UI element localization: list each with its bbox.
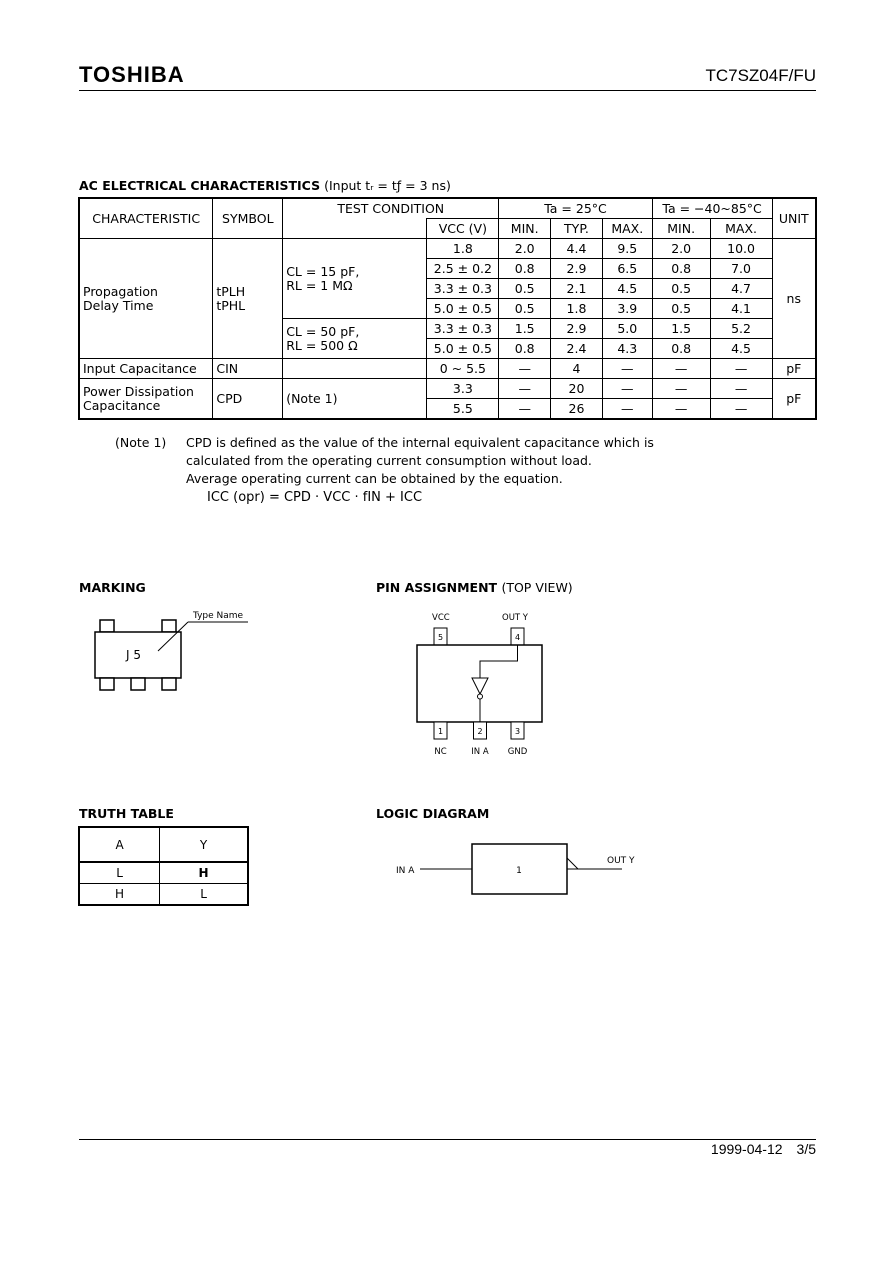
cpd-symbol: CPD bbox=[213, 379, 283, 420]
cell-vcc: 0 ~ 5.5 bbox=[427, 359, 499, 379]
pin-label-vcc: VCC bbox=[432, 613, 450, 623]
pin-assignment-title bbox=[376, 580, 573, 595]
output-negation-icon bbox=[567, 858, 578, 869]
cpd-unit: pF bbox=[772, 379, 816, 420]
truth-header-y: Y bbox=[160, 827, 248, 862]
table-row bbox=[79, 884, 248, 906]
prop-characteristic bbox=[79, 239, 213, 359]
cell-vcc: 1.8 bbox=[427, 239, 499, 259]
cell-min: 2.0 bbox=[499, 239, 551, 259]
col-header-blank bbox=[283, 219, 427, 239]
col-header-unit: UNIT bbox=[772, 198, 816, 239]
cell-min2: 1.5 bbox=[652, 319, 710, 339]
col-header-max2: MAX. bbox=[710, 219, 772, 239]
cell-typ: 1.8 bbox=[551, 299, 603, 319]
cell-min: — bbox=[499, 379, 551, 399]
cell-min2: — bbox=[652, 399, 710, 420]
pin-num-3: 3 bbox=[514, 727, 521, 736]
cell-vcc: 3.3 ± 0.3 bbox=[427, 319, 499, 339]
cin-symbol: CIN bbox=[213, 359, 283, 379]
cell-max: — bbox=[602, 379, 652, 399]
footer-date: 1999-04-12 bbox=[710, 1141, 783, 1157]
note-line-2: calculated from the operating current consumption without load. bbox=[186, 453, 592, 468]
cpd-characteristic bbox=[79, 379, 213, 420]
logic-gate-label: 1 bbox=[516, 866, 522, 876]
pin-assignment-diagram bbox=[405, 606, 555, 764]
cond1-line2: RL = 1 MΩ bbox=[286, 277, 353, 293]
truth-cell: H bbox=[160, 862, 248, 884]
pin-num-1: 1 bbox=[437, 727, 444, 736]
brand-logo: TOSHIBA bbox=[79, 62, 185, 87]
ac-title-condition: (Input tᵣ = tƒ = 3 ns) bbox=[324, 178, 451, 193]
cin-characteristic: Input Capacitance bbox=[79, 359, 213, 379]
table-row bbox=[79, 359, 816, 379]
cell-min: 0.8 bbox=[499, 259, 551, 279]
pin-title-suffix: (TOP VIEW) bbox=[501, 580, 573, 595]
note-equation: ICC (opr) = CPD · VCC · fIN + ICC bbox=[207, 490, 423, 505]
part-number: TC7SZ04F/FU bbox=[705, 66, 816, 85]
note-body bbox=[186, 434, 654, 488]
cell-max: — bbox=[602, 359, 652, 379]
cell-min: — bbox=[499, 399, 551, 420]
cpd-name-1: Power Dissipation bbox=[83, 383, 194, 399]
cell-typ: 2.1 bbox=[551, 279, 603, 299]
prop-cond-2 bbox=[283, 319, 427, 359]
col-header-ta25: Ta = 25°C bbox=[499, 198, 652, 219]
type-name-label: Type Name bbox=[193, 611, 244, 621]
cond2-line1: CL = 50 pF, bbox=[286, 323, 360, 339]
truth-cell: L bbox=[160, 884, 248, 906]
cell-min2: — bbox=[652, 379, 710, 399]
logic-diagram bbox=[390, 838, 650, 900]
cell-max2: 4.5 bbox=[710, 339, 772, 359]
cell-vcc: 5.0 ± 0.5 bbox=[427, 299, 499, 319]
cell-typ: 2.9 bbox=[551, 259, 603, 279]
cell-min2: 0.8 bbox=[652, 259, 710, 279]
cell-min2: — bbox=[652, 359, 710, 379]
cell-vcc: 3.3 bbox=[427, 379, 499, 399]
prop-unit: ns bbox=[772, 239, 816, 359]
cell-max2: 5.2 bbox=[710, 319, 772, 339]
cpd-name-2: Capacitance bbox=[83, 397, 161, 413]
pin-num-4: 4 bbox=[514, 633, 521, 642]
cell-typ: 4.4 bbox=[551, 239, 603, 259]
cell-max2: 4.7 bbox=[710, 279, 772, 299]
pin-label-gnd: GND bbox=[507, 747, 528, 757]
cell-min: 0.5 bbox=[499, 279, 551, 299]
cell-max: 4.3 bbox=[602, 339, 652, 359]
marking-diagram bbox=[90, 606, 260, 696]
cell-typ: 2.4 bbox=[551, 339, 603, 359]
col-header-min2: MIN. bbox=[652, 219, 710, 239]
cell-max: 9.5 bbox=[602, 239, 652, 259]
cell-min: 0.5 bbox=[499, 299, 551, 319]
prop-name-1: Propagation bbox=[83, 283, 158, 299]
col-header-ta-range: Ta = −40~85°C bbox=[652, 198, 772, 219]
note-line-3: Average operating current can be obtained by the equation. bbox=[186, 471, 563, 486]
pin-title-main: PIN ASSIGNMENT bbox=[376, 580, 498, 595]
cell-min2: 0.5 bbox=[652, 279, 710, 299]
cell-max2: 7.0 bbox=[710, 259, 772, 279]
col-header-min: MIN. bbox=[499, 219, 551, 239]
cell-min: 1.5 bbox=[499, 319, 551, 339]
cell-vcc: 5.0 ± 0.5 bbox=[427, 339, 499, 359]
cell-min2: 0.5 bbox=[652, 299, 710, 319]
col-header-symbol: SYMBOL bbox=[213, 198, 283, 239]
cell-vcc: 5.5 bbox=[427, 399, 499, 420]
logic-diagram-title: LOGIC DIAGRAM bbox=[376, 806, 490, 821]
ac-section-title bbox=[79, 178, 451, 193]
col-header-max: MAX. bbox=[602, 219, 652, 239]
cell-max2: — bbox=[710, 359, 772, 379]
cell-max2: 4.1 bbox=[710, 299, 772, 319]
cell-max: 6.5 bbox=[602, 259, 652, 279]
cell-max: — bbox=[602, 399, 652, 420]
pin-num-2: 2 bbox=[477, 727, 483, 736]
header-rule bbox=[79, 90, 816, 91]
prop-symbol bbox=[213, 239, 283, 359]
cell-max2: — bbox=[710, 379, 772, 399]
footer-page: 3/5 bbox=[796, 1141, 816, 1157]
footer-rule bbox=[79, 1139, 816, 1140]
cell-typ: 26 bbox=[551, 399, 603, 420]
col-header-vcc: VCC (V) bbox=[427, 219, 499, 239]
logic-output-label: OUT Y bbox=[607, 856, 635, 866]
cell-min: — bbox=[499, 359, 551, 379]
footer bbox=[711, 1141, 816, 1157]
cell-min2: 2.0 bbox=[652, 239, 710, 259]
cin-condition bbox=[283, 359, 427, 379]
col-header-characteristic: CHARACTERISTIC bbox=[79, 198, 213, 239]
marking-code: J 5 bbox=[126, 648, 141, 662]
pin-num-5: 5 bbox=[437, 633, 444, 642]
truth-table bbox=[78, 826, 249, 906]
cell-min: 0.8 bbox=[499, 339, 551, 359]
cin-unit: pF bbox=[772, 359, 816, 379]
prop-sym-2: tPHL bbox=[216, 297, 246, 313]
note-label: (Note 1) bbox=[115, 435, 167, 450]
cell-typ: 2.9 bbox=[551, 319, 603, 339]
table-row bbox=[79, 379, 816, 399]
cell-vcc: 3.3 ± 0.3 bbox=[427, 279, 499, 299]
pin-label-outy: OUT Y bbox=[502, 613, 528, 623]
cond1-line1: CL = 15 pF, bbox=[286, 263, 360, 279]
truth-cell: L bbox=[79, 862, 160, 884]
cell-vcc: 2.5 ± 0.2 bbox=[427, 259, 499, 279]
cell-max: 3.9 bbox=[602, 299, 652, 319]
cell-min2: 0.8 bbox=[652, 339, 710, 359]
note-line-1: CPD is defined as the value of the internal equivalent capacitance which is bbox=[186, 435, 654, 450]
cpd-condition: (Note 1) bbox=[283, 379, 427, 420]
cond2-line2: RL = 500 Ω bbox=[286, 337, 358, 353]
cell-typ: 20 bbox=[551, 379, 603, 399]
pin-label-ina: IN A bbox=[471, 747, 489, 757]
cell-max: 4.5 bbox=[602, 279, 652, 299]
truth-cell: H bbox=[79, 884, 160, 906]
pin-label-nc: NC bbox=[434, 747, 447, 757]
truth-header-a: A bbox=[79, 827, 160, 862]
prop-name-2: Delay Time bbox=[83, 297, 154, 313]
cell-typ: 4 bbox=[551, 359, 603, 379]
logic-input-label: IN A bbox=[396, 866, 415, 876]
table-row bbox=[79, 239, 816, 259]
table-row bbox=[79, 862, 248, 884]
marking-title: MARKING bbox=[79, 580, 146, 595]
ac-title-main: AC ELECTRICAL CHARACTERISTICS bbox=[79, 178, 321, 193]
col-header-typ: TYP. bbox=[551, 219, 603, 239]
ac-characteristics-table bbox=[78, 197, 817, 420]
prop-sym-1: tPLH bbox=[216, 283, 246, 299]
cell-max2: 10.0 bbox=[710, 239, 772, 259]
prop-cond-1 bbox=[283, 239, 427, 319]
truth-table-title: TRUTH TABLE bbox=[79, 806, 174, 821]
cell-max: 5.0 bbox=[602, 319, 652, 339]
col-header-test-condition: TEST CONDITION bbox=[283, 198, 499, 219]
cell-max2: — bbox=[710, 399, 772, 420]
